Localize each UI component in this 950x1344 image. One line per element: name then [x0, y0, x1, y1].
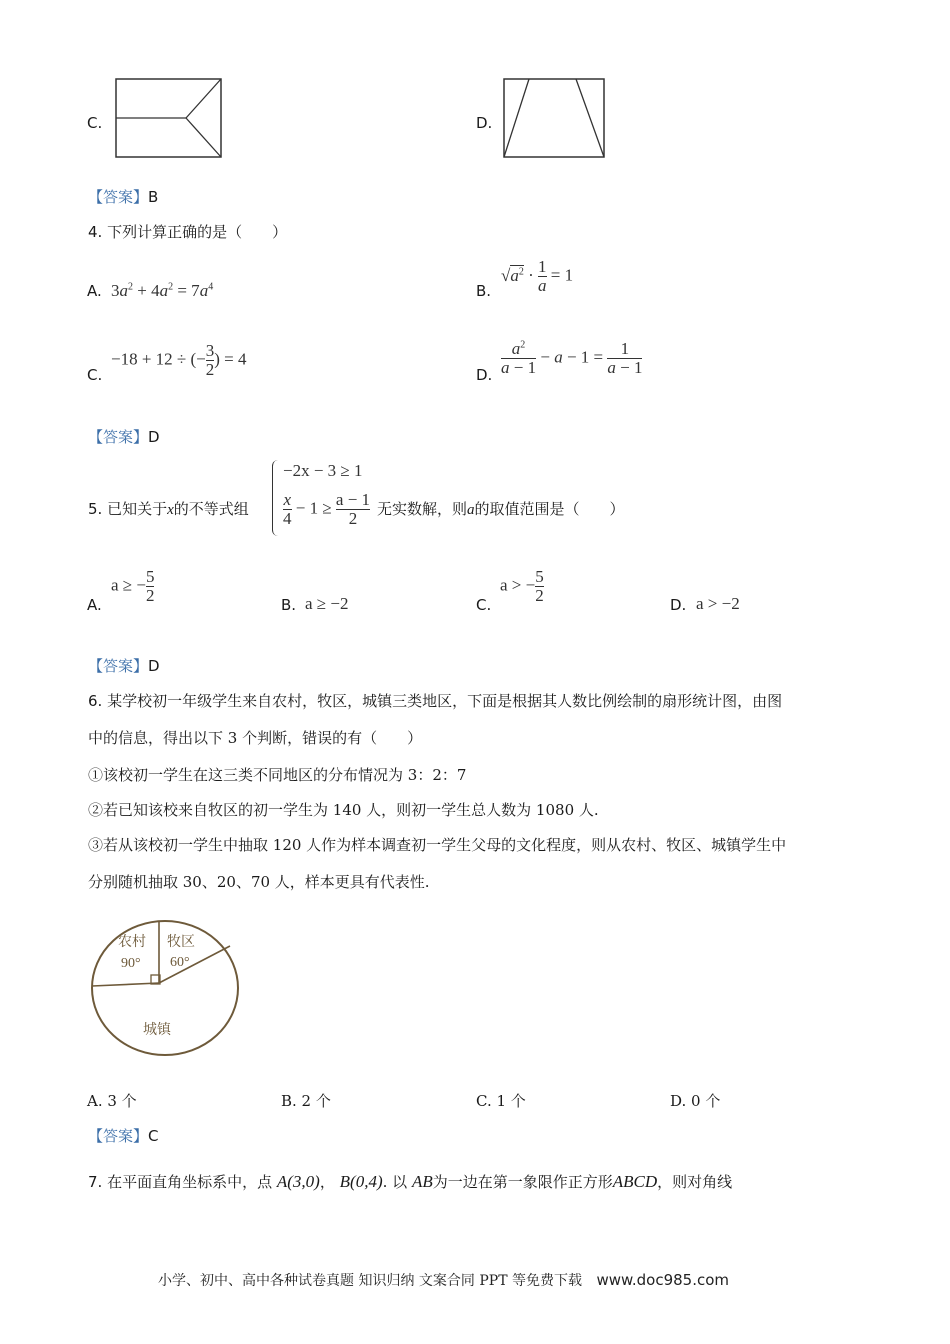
q5-ineq2-den-4: 4 [283, 508, 292, 528]
q6-line-2: 中的信息，得出以下 3 个判断，错误的有（ ） [88, 729, 423, 747]
q6-statement-3a: ③若从该校初一学生中抽取 120 人作为样本调查初一学生父母的文化程度，则从农村、牧区、城镇学生中 [88, 836, 787, 854]
answer-value: D [148, 657, 160, 675]
q5-stem-post [377, 498, 625, 519]
q4-option-d-label: D. [476, 366, 493, 384]
q7-point-a: A(3,0) [276, 1172, 320, 1191]
pie-label-town: 城镇 [143, 1022, 171, 1038]
answer-bracket: 【答案】 [88, 657, 149, 675]
q5-option-c-label: C. [476, 596, 492, 614]
q5-text-post1: 无实数解，则 [377, 500, 468, 518]
q5-system-brace [272, 460, 279, 536]
q5-option-d-label: D. [670, 596, 687, 614]
q5-a-den: 2 [145, 585, 155, 605]
answer-value: C [148, 1127, 159, 1145]
q4-number: 4. [88, 223, 103, 241]
q5-inequality-2 [283, 491, 370, 528]
q5-c-num: 5 [535, 567, 544, 586]
q3-figure-c [113, 76, 225, 160]
q5-text-mid: 的不等式组 [173, 500, 249, 518]
answer-value: B [148, 188, 159, 206]
q5-a-num: 5 [145, 567, 155, 586]
q5-c-pre: a > − [500, 575, 536, 595]
q4-answer [88, 426, 160, 447]
q5-answer [88, 655, 160, 676]
q7-text-mid2: 为一边在第一象限作正方形 [432, 1173, 613, 1191]
q5-ineq2-den-2: 2 [348, 508, 358, 528]
q5-ineq2-mid: − 1 ≥ [295, 498, 332, 518]
q4-option-c-expr: −18 + 12 ÷ (− $\frac{3}{2}$ ) = 4 [111, 341, 247, 379]
q4-option-b-expr: $√a^2$ · $\frac{1}{a}$ = 1 [501, 257, 574, 295]
q6-answer [88, 1125, 159, 1146]
q6-option-d: D. 0 个 [670, 1092, 721, 1110]
footer-url[interactable]: www.doc985.com [596, 1271, 730, 1289]
pie-label-rural: 农村 [118, 934, 146, 950]
q7-sep: ， [319, 1173, 335, 1191]
q5-text-pre: 已知关于 [107, 500, 168, 518]
q6-line-1 [88, 690, 782, 711]
q6-statement-2: ②若已知该校来自牧区的初一学生为 140 人，则初一学生总人数为 1080 人. [88, 801, 599, 819]
q5-c-den: 2 [535, 585, 544, 605]
footer-text: 小学、初中、高中各种试卷真题 知识归纳 文案合同 PPT 等免费下载 [158, 1273, 582, 1289]
q4-stem [88, 221, 287, 242]
q6-text-1: 某学校初一年级学生来自农村，牧区，城镇三类地区，下面是根据其人数比例绘制的扇形统计图，由图 [107, 692, 783, 710]
q5-option-b-label: B. [281, 596, 297, 614]
q5-option-a-expr [111, 568, 154, 605]
q6-pie-chart [88, 918, 244, 1060]
q7-text-post: ，则对角线 [657, 1173, 733, 1191]
q6-option-b: B. 2 个 [281, 1092, 331, 1110]
answer-bracket: 【答案】 [88, 1127, 149, 1145]
pie-angle-pastoral: 60° [170, 955, 190, 970]
q5-text-post2: 的取值范围是（ ） [474, 500, 625, 518]
q6-number: 6. [88, 692, 103, 710]
q5-stem-pre [88, 498, 249, 519]
q4-option-a-expr: $3a^2 + 4a^2 = 7a^4$ [111, 281, 214, 300]
q5-var-x: x [167, 502, 174, 518]
q7-text-mid: . 以 [382, 1173, 408, 1191]
q7-text-pre: 在平面直角坐标系中，点 [107, 1173, 273, 1191]
q3-option-c-label: C. [87, 114, 103, 132]
q4-option-c-label: C. [87, 366, 103, 384]
q5-number: 5. [88, 500, 103, 518]
q7-stem [88, 1171, 732, 1192]
q7-point-b: B(0,4) [339, 1172, 383, 1191]
q5-ineq2-num-x: x [283, 490, 292, 509]
answer-bracket: 【答案】 [88, 188, 149, 206]
q7-abcd: ABCD [612, 1172, 658, 1191]
q4-option-a-label: A. [87, 282, 102, 300]
pie-label-pastoral: 牧区 [167, 934, 195, 950]
q3-figure-d [501, 76, 607, 160]
q6-option-a: A. 3 个 [87, 1092, 137, 1110]
pie-angle-rural: 90° [121, 956, 141, 971]
q6-statement-1: ①该校初一学生在这三类不同地区的分布情况为 3：2：7 [88, 766, 467, 784]
q5-a-pre: a ≥ − [111, 575, 146, 595]
q7-number: 7. [88, 1173, 103, 1191]
answer-bracket: 【答案】 [88, 428, 149, 446]
q5-option-a-label: A. [87, 596, 102, 614]
q5-inequality-1: −2x − 3 ≥ 1 [283, 461, 363, 480]
answer-value: D [148, 428, 160, 446]
q5-var-a: a [467, 502, 475, 518]
q6-statement-3b: 分别随机抽取 30、20、70 人，样本更具有代表性. [88, 873, 430, 891]
q5-option-d-expr: a > −2 [696, 594, 740, 613]
q6-option-c: C. 1 个 [476, 1092, 526, 1110]
q5-option-b-expr: a ≥ −2 [305, 594, 349, 613]
page-footer [158, 1270, 729, 1290]
q4-option-d-expr: $\frac{a^2}{a - 1}$ − a − 1 = $\frac{1}{a - 1}$ [501, 339, 643, 377]
q3-answer [88, 186, 158, 207]
q4-option-b-label: B. [476, 282, 492, 300]
q3-option-d-label: D. [476, 114, 493, 132]
q4-text: 下列计算正确的是（ ） [107, 223, 288, 241]
q5-option-c-expr [500, 568, 544, 605]
q7-ab: AB [411, 1172, 433, 1191]
q5-ineq2-num-a: a − 1 [335, 490, 371, 509]
